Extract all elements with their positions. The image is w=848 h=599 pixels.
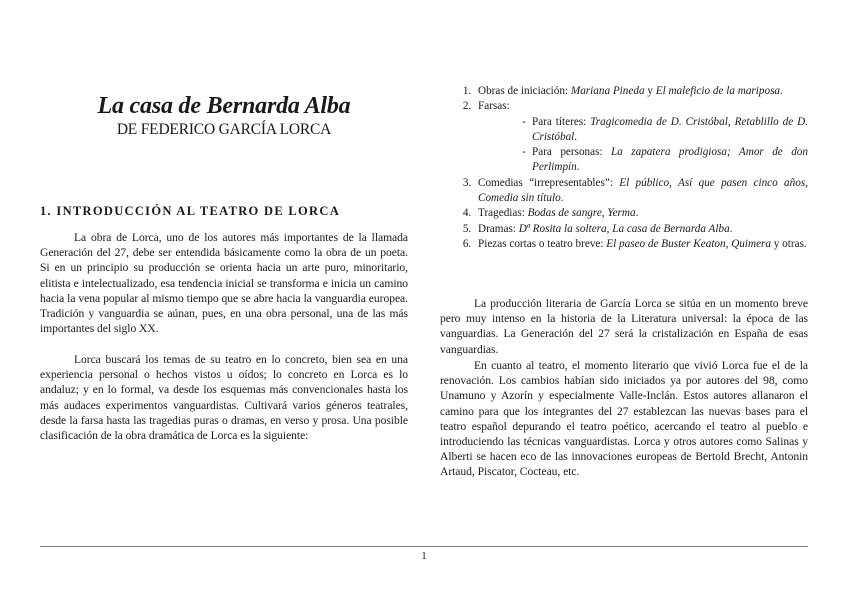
item-tail: . — [635, 207, 639, 220]
item-works: Dª Rosita la soltera, La casa de Bernarda Alba — [518, 222, 730, 235]
item-tail: . — [560, 192, 564, 205]
paragraph: La producción literaria de García Lorca se sitúa en un momento breve pero muy intenso en la historia de la Literatura universal: la época de las vanguardias. La Generación del 27 será la cristalización en España de esas vanguardias. — [440, 297, 808, 356]
dash: - — [522, 146, 526, 159]
item-label: Para títeres: — [532, 115, 591, 128]
list-item — [474, 84, 808, 99]
item-works: La zapatera prodigiosa; Amor de don Perlimpín — [532, 146, 808, 174]
sublist — [478, 115, 808, 176]
footer-rule — [40, 546, 808, 547]
item-label: Comedias “irrepresentables”: — [478, 176, 620, 189]
item-works: El público, Así que pasen cinco años, Comedia sin título — [478, 176, 808, 205]
sublist-item — [522, 115, 808, 146]
item-tail: . — [729, 222, 733, 235]
item-tail: . — [576, 161, 580, 174]
item-works: El maleficio de la mariposa — [655, 85, 781, 97]
works-list — [440, 84, 808, 252]
item-joiner: y — [644, 85, 656, 97]
item-works: Tragicomedia de D. Cristóbal, Retablillo de D. Cristóbal — [532, 115, 808, 143]
item-label: Tragedias: — [478, 207, 528, 220]
title-block — [40, 92, 408, 140]
item-works: El paseo de Buster Keaton, Quimera — [606, 237, 771, 250]
document-subtitle: DE FEDERICO GARCÍA LORCA — [116, 121, 332, 138]
item-label: Piezas cortas o teatro breve: — [478, 237, 607, 250]
list-item — [474, 222, 808, 237]
item-tail: . — [574, 130, 578, 143]
item-works: Bodas de sangre, Yerma — [527, 207, 636, 220]
item-tail: y otras. — [770, 237, 807, 250]
sublist-item — [522, 145, 808, 176]
dash: - — [522, 115, 526, 128]
item-tail: . — [780, 85, 783, 97]
item-label: Para personas: — [532, 146, 612, 159]
item-label: Obras de iniciación: — [478, 85, 571, 97]
paragraph: En cuanto al teatro, el momento literario que vivió Lorca fue el de la renovación. Los cambios habían sido iniciados ya por autores del 98, como Unamuno y Azorín y especialmente Valle-Inclán. Estos autores allanaron el camino para que los integrantes del 27 establezcan las nuevas bases para el teatro español depurando el teatro poético, acercando el teatro al pueblo e introduciendo las técnicas vanguardistas. Lorca y otros autores como Salinas y Alberti se hacen eco de las innovaciones europeas de Bertold Brecht, Antonin Artaud, Piscator, Cocteau, etc. — [440, 359, 808, 479]
list-item — [474, 237, 808, 252]
paragraph: Lorca buscará los temas de su teatro en lo concreto, bien sea en una experiencia personal o hechos vistos u oídos; lo concreto en Lorca es lo andaluz; y en lo formal, va desde los esquemas más convencionales hasta los más audaces experimentos vanguardistas. Cultivará varios géneros teatrales, desde la farsa hasta las tragedias puras o dramas, en verso y prosa. Una posible clasificación de la obra dramática de Lorca es la siguiente: — [40, 353, 408, 443]
document-title: La casa de Bernarda Alba — [97, 93, 351, 119]
item-works: Mariana Pineda — [570, 85, 645, 97]
list-item — [474, 206, 808, 221]
section-heading: 1. INTRODUCCIÓN AL TEATRO DE LORCA — [40, 204, 341, 218]
page-number: 1 — [421, 550, 427, 562]
paragraph: La obra de Lorca, uno de los autores más importantes de la llamada Generación del 27, debe ser entendida básicamente como la obra de un poeta. Si en un principio su producción se orienta hacia un arte puro, minoritario, elitista e intelectualizado, esa tendencia inicial se transforma e inicia un camino hacia la vena popular al mismo tiempo que se abre hacia la vanguardia europea. Tradición y vanguardia se aúnan, pues, en una obra personal, una de las más importantes del siglo XX. — [40, 231, 408, 336]
list-item — [474, 176, 808, 207]
list-item — [474, 99, 808, 175]
item-label: Farsas: — [478, 100, 510, 113]
item-label: Dramas: — [478, 222, 519, 235]
